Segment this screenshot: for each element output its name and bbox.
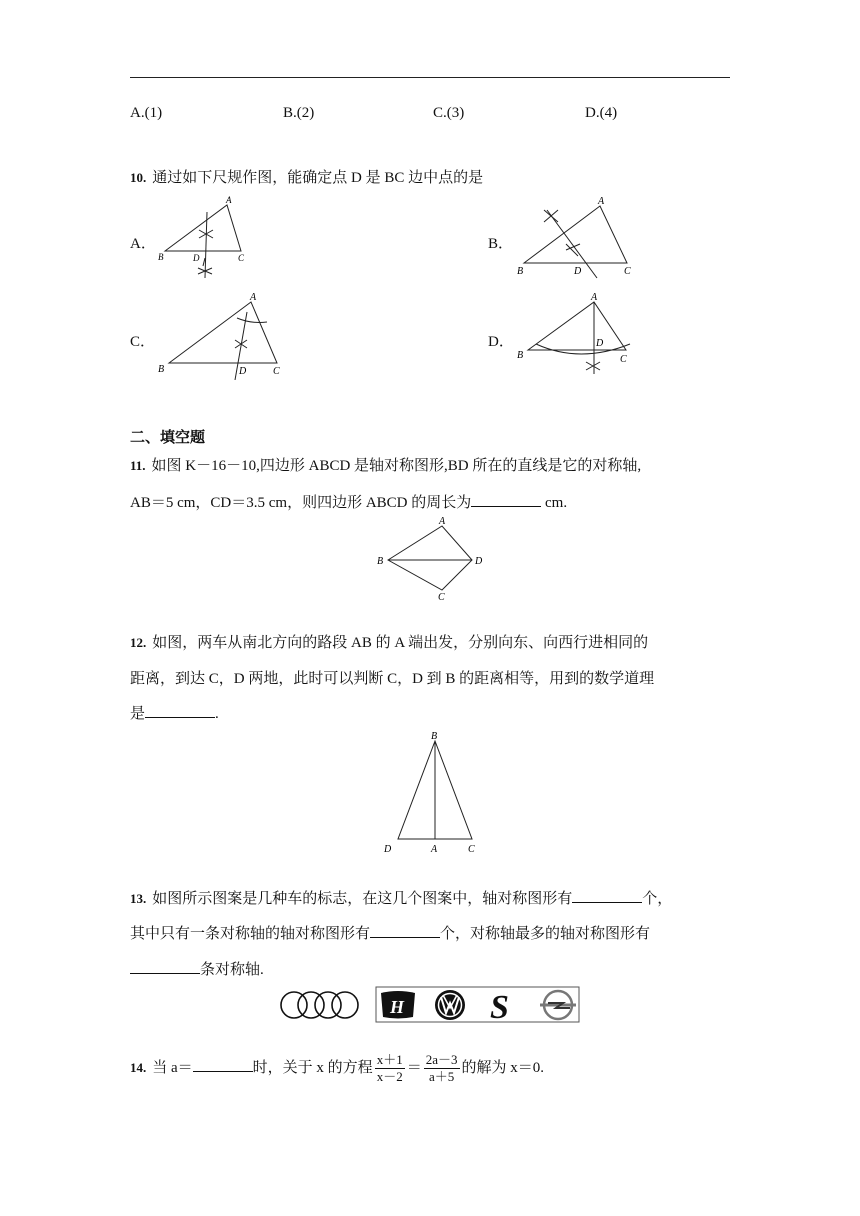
fraction-numerator: x＋1	[376, 1052, 403, 1067]
q12-figure	[378, 726, 488, 858]
answer-blank[interactable]	[145, 703, 215, 718]
option-d-prev: D.(4)	[585, 105, 618, 121]
label-b: B	[517, 266, 524, 277]
question-text: 当 a＝	[152, 1059, 193, 1076]
question-text: 如图，两车从南北方向的路段 AB 的 A 端出发，分别向东、向西行进相同的	[152, 635, 649, 651]
suzuki-letter: S	[490, 989, 509, 1024]
option-c-prev: C.(3)	[433, 105, 465, 121]
question-text: 通过如下尺规作图，能确定点 D 是 BC 边中点的是	[152, 170, 484, 186]
question-12-line-3	[130, 702, 219, 723]
question-10	[130, 166, 483, 187]
question-12-line-2: 距离，到达 C，D 两地，此时可以判断 C，D 到 B 的距离相等，用到的数学道理	[130, 671, 655, 687]
question-text: 时，关于 x 的方程	[252, 1059, 373, 1076]
honda-logo	[381, 991, 415, 1019]
question-14	[130, 1052, 544, 1085]
volkswagen-logo	[435, 990, 465, 1020]
label-d: D	[475, 556, 483, 567]
question-number: 14.	[130, 1059, 147, 1075]
question-text: 其中只有一条对称轴的轴对称图形有	[130, 926, 371, 942]
option-a-prev: A.(1)	[130, 105, 163, 121]
question-12-line-1	[130, 631, 648, 652]
equals-sign: ＝	[406, 1059, 422, 1076]
question-text: 的解为 x＝0.	[461, 1059, 545, 1076]
suzuki-logo	[490, 989, 509, 1024]
q10-option-b-label: B．	[488, 236, 514, 252]
label-b: B	[517, 350, 524, 361]
label-a: A	[250, 292, 257, 303]
option-b-prev: B.(2)	[283, 105, 315, 121]
audi-logo	[281, 992, 358, 1018]
label-c: C	[620, 354, 627, 365]
label-b: B	[158, 364, 165, 375]
question-text: 个，对称轴最多的轴对称图形有	[440, 926, 651, 942]
label-d: D	[193, 253, 200, 263]
honda-letter: H	[390, 997, 405, 1017]
q10-option-c-label: C．	[130, 334, 156, 350]
top-rule	[130, 77, 730, 78]
label-a: A	[591, 292, 598, 303]
label-a: A	[439, 516, 446, 527]
car-logos-figure	[278, 986, 583, 1024]
question-text: 个，	[642, 891, 673, 907]
question-11-line-1	[130, 454, 641, 475]
q10-figure-d	[512, 288, 642, 380]
q10-figure-b	[512, 192, 642, 284]
q11-figure	[372, 512, 492, 604]
question-13-line-2	[130, 922, 650, 943]
fraction-numerator: 2a－3	[425, 1052, 458, 1067]
question-text: 如图所示图案是几种车的标志，在这几个图案中，轴对称图形有	[152, 891, 573, 907]
question-text: 是	[130, 706, 146, 722]
label-b: B	[158, 252, 164, 262]
q10-figure-c	[155, 288, 295, 380]
q10-option-a-label: A．	[130, 236, 156, 252]
question-number: 11.	[130, 458, 146, 473]
label-b: B	[431, 731, 438, 742]
question-text: .	[215, 706, 219, 722]
label-d: D	[574, 266, 582, 277]
label-c: C	[273, 366, 280, 377]
question-number: 13.	[130, 891, 147, 906]
question-text: 如图 K－16－10,四边形 ABCD 是轴对称图形,BD 所在的直线是它的对称轴,	[151, 458, 642, 474]
label-d: D	[239, 366, 247, 377]
label-c: C	[624, 266, 631, 277]
fraction-left	[375, 1052, 405, 1085]
section-heading: 二、填空题	[130, 430, 206, 446]
question-text: AB＝5 cm，CD＝3.5 cm，则四边形 ABCD 的周长为	[130, 495, 472, 511]
fraction-denominator: x－2	[376, 1069, 403, 1084]
question-13-line-3	[130, 958, 264, 979]
answer-blank[interactable]	[370, 923, 440, 938]
question-number: 12.	[130, 635, 147, 650]
question-11-line-2	[130, 491, 567, 512]
label-c: C	[468, 844, 475, 855]
answer-blank[interactable]	[572, 888, 642, 903]
question-13-line-1	[130, 887, 672, 908]
fraction-right	[424, 1052, 460, 1085]
label-a: A	[226, 195, 232, 205]
label-a: A	[598, 196, 605, 207]
label-c: C	[438, 592, 445, 603]
question-text: 条对称轴.	[200, 962, 264, 978]
label-d: D	[384, 844, 392, 855]
answer-blank[interactable]	[130, 959, 200, 974]
label-b: B	[377, 556, 384, 567]
label-d: D	[596, 338, 604, 349]
q10-option-d-label: D．	[488, 334, 514, 350]
question-number: 10.	[130, 170, 147, 185]
opel-logo	[540, 991, 576, 1019]
q10-figure-a	[155, 192, 265, 284]
question-text: cm.	[541, 495, 568, 511]
answer-blank[interactable]	[193, 1057, 253, 1072]
label-c: C	[238, 253, 245, 263]
answer-blank[interactable]	[471, 492, 541, 507]
label-a: A	[431, 844, 438, 855]
fraction-denominator: a＋5	[428, 1069, 455, 1084]
